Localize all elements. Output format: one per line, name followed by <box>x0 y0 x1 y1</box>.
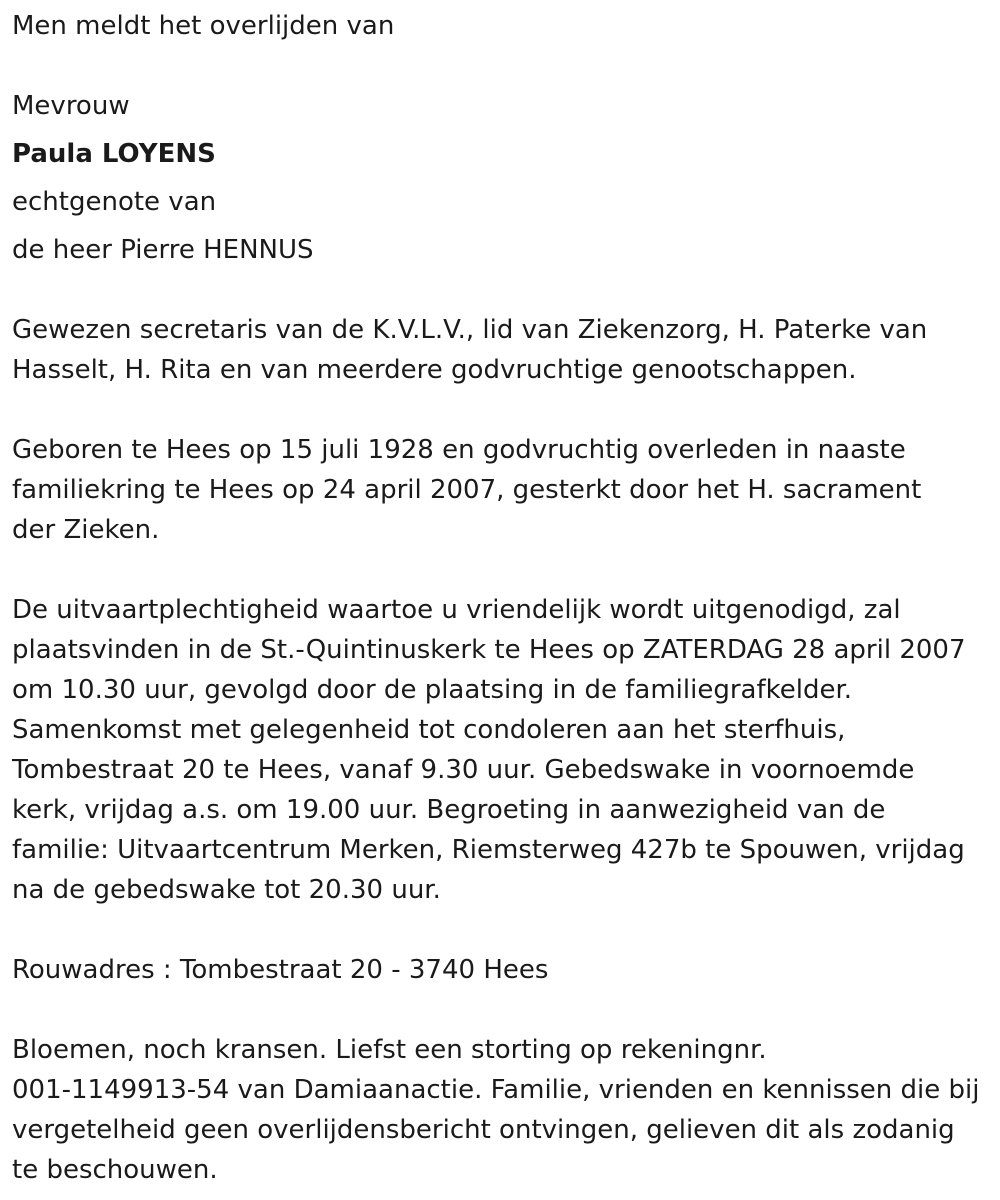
spouse-name: de heer Pierre HENNUS <box>12 235 314 265</box>
memberships-line: Hasselt, H. Rita en van meerdere godvruchtige genootschappen. <box>12 355 857 385</box>
funeral-line: na de gebedswake tot 20.30 uur. <box>12 875 441 905</box>
title-prefix: Mevrouw <box>12 91 130 121</box>
funeral-line: Samenkomst met gelegenheid tot condoleren aan het sterfhuis, <box>12 715 846 745</box>
flowers-line: 001-1149913-54 van Damiaanactie. Familie, vrienden en kennissen die bij <box>12 1075 980 1105</box>
funeral-line: plaatsvinden in de St.-Quintinuskerk te Hees op ZATERDAG 28 april 2007 <box>12 635 966 665</box>
memberships-line: Gewezen secretaris van de K.V.L.V., lid van Ziekenzorg, H. Paterke van <box>12 315 928 345</box>
funeral-line: kerk, vrijdag a.s. om 19.00 uur. Begroeting in aanwezigheid van de <box>12 795 886 825</box>
funeral-line: De uitvaartplechtigheid waartoe u vriendelijk wordt uitgenodigd, zal <box>12 595 901 625</box>
birth-death-line: der Zieken. <box>12 515 160 545</box>
flowers-line: vergetelheid geen overlijdensbericht ontvingen, gelieven dit als zodanig <box>12 1115 955 1145</box>
relation-text: echtgenote van <box>12 187 217 217</box>
flowers-line: te beschouwen. <box>12 1155 218 1185</box>
funeral-line: familie: Uitvaartcentrum Merken, Riemsterweg 427b te Spouwen, vrijdag <box>12 835 965 865</box>
funeral-line: Tombestraat 20 te Hees, vanaf 9.30 uur. Gebedswake in voornoemde <box>12 755 915 785</box>
deceased-name: Paula LOYENS <box>12 139 216 169</box>
birth-death-line: Geboren te Hees op 15 juli 1928 en godvruchtig overleden in naaste <box>12 435 906 465</box>
intro-text: Men meldt het overlijden van <box>12 11 395 41</box>
mourning-address: Rouwadres : Tombestraat 20 - 3740 Hees <box>12 955 549 985</box>
birth-death-line: familiekring te Hees op 24 april 2007, gesterkt door het H. sacrament <box>12 475 922 505</box>
flowers-line: Bloemen, noch kransen. Liefst een storting op rekeningnr. <box>12 1035 767 1065</box>
funeral-line: om 10.30 uur, gevolgd door de plaatsing in de familiegrafkelder. <box>12 675 853 705</box>
